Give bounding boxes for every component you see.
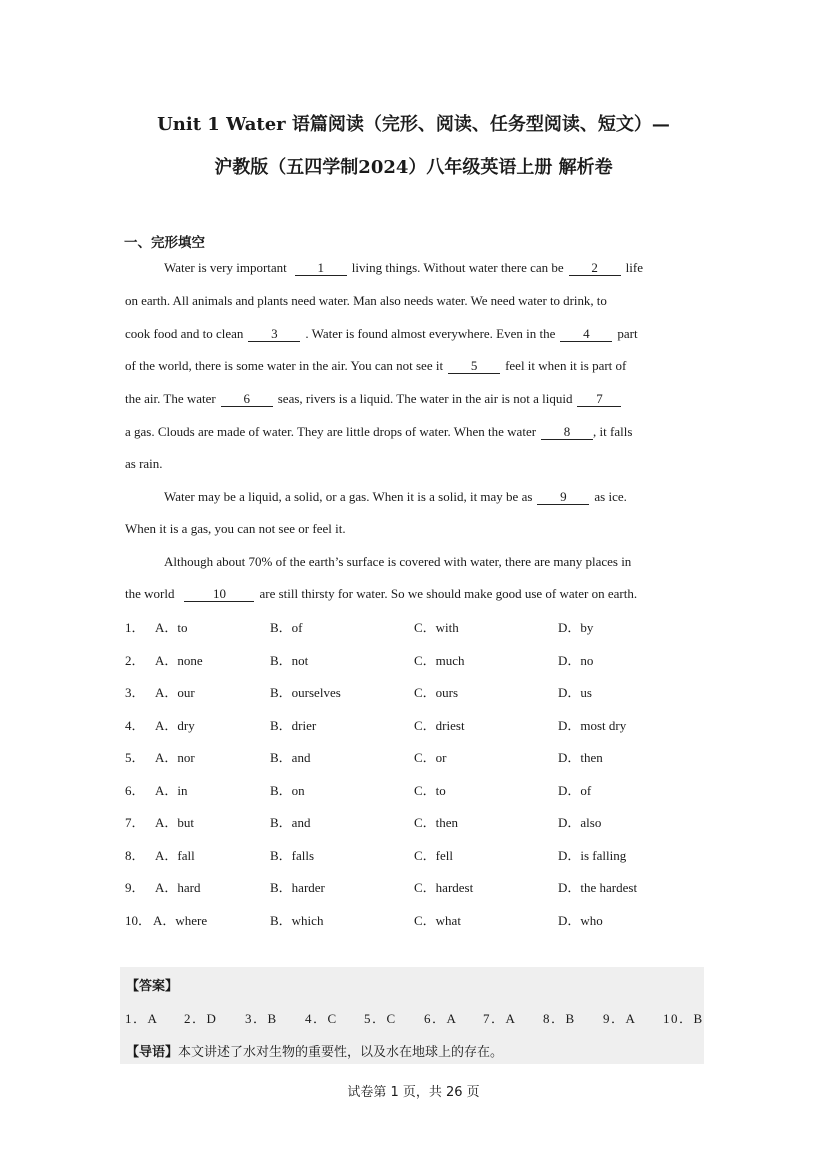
option-row-5: [125, 747, 725, 767]
blank-3: 3: [248, 327, 300, 342]
passage-text: of the world, there is some water in the air. You can not see it: [125, 358, 444, 373]
passage-text: as rain.: [125, 456, 163, 471]
passage-line: [164, 489, 627, 505]
option-b: B．which: [270, 913, 324, 928]
answer-item: 1．A: [125, 1011, 159, 1026]
blank-7: 7: [577, 392, 621, 407]
passage-line: [125, 391, 621, 407]
answer-panel: [120, 967, 704, 1064]
passage-line: [125, 521, 346, 537]
passage-line: [125, 586, 637, 602]
guide-line: [126, 1041, 503, 1060]
question-number: 6．: [125, 783, 145, 798]
passage-text: life: [625, 260, 643, 275]
option-d: D．then: [558, 750, 603, 765]
blank-6: 6: [221, 392, 273, 407]
passage-text: the world: [125, 586, 175, 601]
option-row-3: [125, 682, 725, 702]
passage-text: Water may be a liquid, a solid, or a gas. When it is a solid, it may be as: [164, 489, 533, 504]
passage-text: , it falls: [593, 424, 633, 439]
option-a: A．hard: [155, 880, 201, 895]
passage-text: living things. Without water there can be: [351, 260, 564, 275]
blank-8: 8: [541, 425, 593, 440]
option-row-7: [125, 812, 725, 832]
option-d: D．by: [558, 620, 594, 635]
passage-text: on earth. All animals and plants need water. Man also needs water. We need water to drink, to: [125, 293, 607, 308]
option-row-4: [125, 715, 725, 735]
answer-item: 3．B: [245, 1011, 278, 1026]
option-a: A．but: [155, 815, 195, 830]
option-b: B．falls: [270, 848, 315, 863]
option-a: A．nor: [155, 750, 195, 765]
question-number: 1．: [125, 620, 145, 635]
option-a: A．our: [155, 685, 195, 700]
answer-item: 7．A: [483, 1011, 517, 1026]
option-c: C．much: [414, 653, 465, 668]
answer-item: 5．C: [364, 1011, 397, 1026]
option-b: B．not: [270, 653, 309, 668]
answer-item: 8．B: [543, 1011, 576, 1026]
passage-line: [125, 424, 632, 440]
option-a: A．to: [155, 620, 188, 635]
blank-4: 4: [560, 327, 612, 342]
option-c: C．or: [414, 750, 447, 765]
passage-line: [125, 456, 163, 472]
option-a: A．fall: [155, 848, 195, 863]
option-d: D．who: [558, 913, 603, 928]
question-number: 8．: [125, 848, 145, 863]
option-d: D．is falling: [558, 848, 627, 863]
passage-text: When it is a gas, you can not see or feel it.: [125, 521, 346, 536]
blank-9: 9: [537, 490, 589, 505]
passage-text: the air. The water: [125, 391, 216, 406]
guide-label: 【导语】: [126, 1045, 179, 1060]
option-b: B．and: [270, 815, 311, 830]
option-c: C．ours: [414, 685, 459, 700]
option-c: C．with: [414, 620, 459, 635]
question-number: 10．: [125, 913, 152, 928]
option-c: C．to: [414, 783, 446, 798]
question-number: 4．: [125, 718, 145, 733]
option-c: C．then: [414, 815, 459, 830]
passage-line: [125, 358, 626, 374]
answer-item: 6．A: [424, 1011, 458, 1026]
answer-item: 4．C: [305, 1011, 338, 1026]
option-d: D．also: [558, 815, 602, 830]
answer-item: 9．A: [603, 1011, 637, 1026]
option-row-6: [125, 780, 725, 800]
page-footer: 试卷第 1 页，共 26 页: [347, 1085, 480, 1100]
option-row-8: [125, 845, 725, 865]
option-row-10: [125, 910, 725, 930]
passage-text: Although about 70% of the earth’s surface is covered with water, there are many places in: [164, 554, 632, 569]
option-c: C．hardest: [414, 880, 474, 895]
option-a: A．where: [153, 913, 208, 928]
passage-line: [164, 554, 631, 570]
option-d: D．no: [558, 653, 594, 668]
document-title-line2: 沪教版（五四学制2024）八年级英语上册 解析卷: [214, 157, 613, 178]
option-a: A．none: [155, 653, 203, 668]
option-c: C．what: [414, 913, 461, 928]
passage-text: as ice.: [594, 489, 627, 504]
option-b: B．drier: [270, 718, 317, 733]
blank-10: 10: [184, 587, 254, 602]
option-d: D．us: [558, 685, 592, 700]
blank-5: 5: [448, 359, 500, 374]
option-c: C．fell: [414, 848, 453, 863]
passage-line: [125, 293, 607, 309]
option-row-2: [125, 650, 725, 670]
blank-2: 2: [569, 261, 621, 276]
document-title-line1: Unit 1 Water 语篇阅读（完形、阅读、任务型阅读、短文）—: [157, 114, 670, 135]
question-number: 2．: [125, 653, 145, 668]
option-b: B．harder: [270, 880, 325, 895]
option-c: C．driest: [414, 718, 465, 733]
passage-line: [125, 326, 638, 342]
passage-text: feel it when it is part of: [505, 358, 627, 373]
passage-line: [164, 260, 643, 276]
option-row-1: [125, 617, 725, 637]
section-heading: 一、完形填空: [124, 235, 205, 251]
option-b: B．of: [270, 620, 303, 635]
option-b: B．on: [270, 783, 305, 798]
passage-text: cook food and to clean: [125, 326, 244, 341]
option-d: D．of: [558, 783, 592, 798]
option-row-9: [125, 877, 725, 897]
blank-1: 1: [295, 261, 347, 276]
answer-item: 2．D: [184, 1011, 218, 1026]
passage-text: seas, rivers is a liquid. The water in the air is not a liquid: [277, 391, 573, 406]
option-a: A．dry: [155, 718, 195, 733]
option-b: B．and: [270, 750, 311, 765]
option-d: D．most dry: [558, 718, 627, 733]
guide-text: 本文讲述了水对生物的重要性，以及水在地球上的存在。: [178, 1045, 504, 1060]
passage-text: are still thirsty for water. So we should make good use of water on earth.: [259, 586, 638, 601]
answer-item: 10．B: [663, 1011, 704, 1026]
passage-text: a gas. Clouds are made of water. They are little drops of water. When the water: [125, 424, 537, 439]
question-number: 3．: [125, 685, 145, 700]
question-number: 7．: [125, 815, 145, 830]
option-d: D．the hardest: [558, 880, 638, 895]
option-a: A．in: [155, 783, 188, 798]
question-number: 5．: [125, 750, 145, 765]
option-b: B．ourselves: [270, 685, 341, 700]
passage-text: . Water is found almost everywhere. Even in the: [305, 326, 556, 341]
passage-text: part: [617, 326, 638, 341]
question-number: 9．: [125, 880, 145, 895]
passage-text: Water is very important: [164, 260, 287, 275]
answer-heading: 【答案】: [126, 979, 179, 994]
